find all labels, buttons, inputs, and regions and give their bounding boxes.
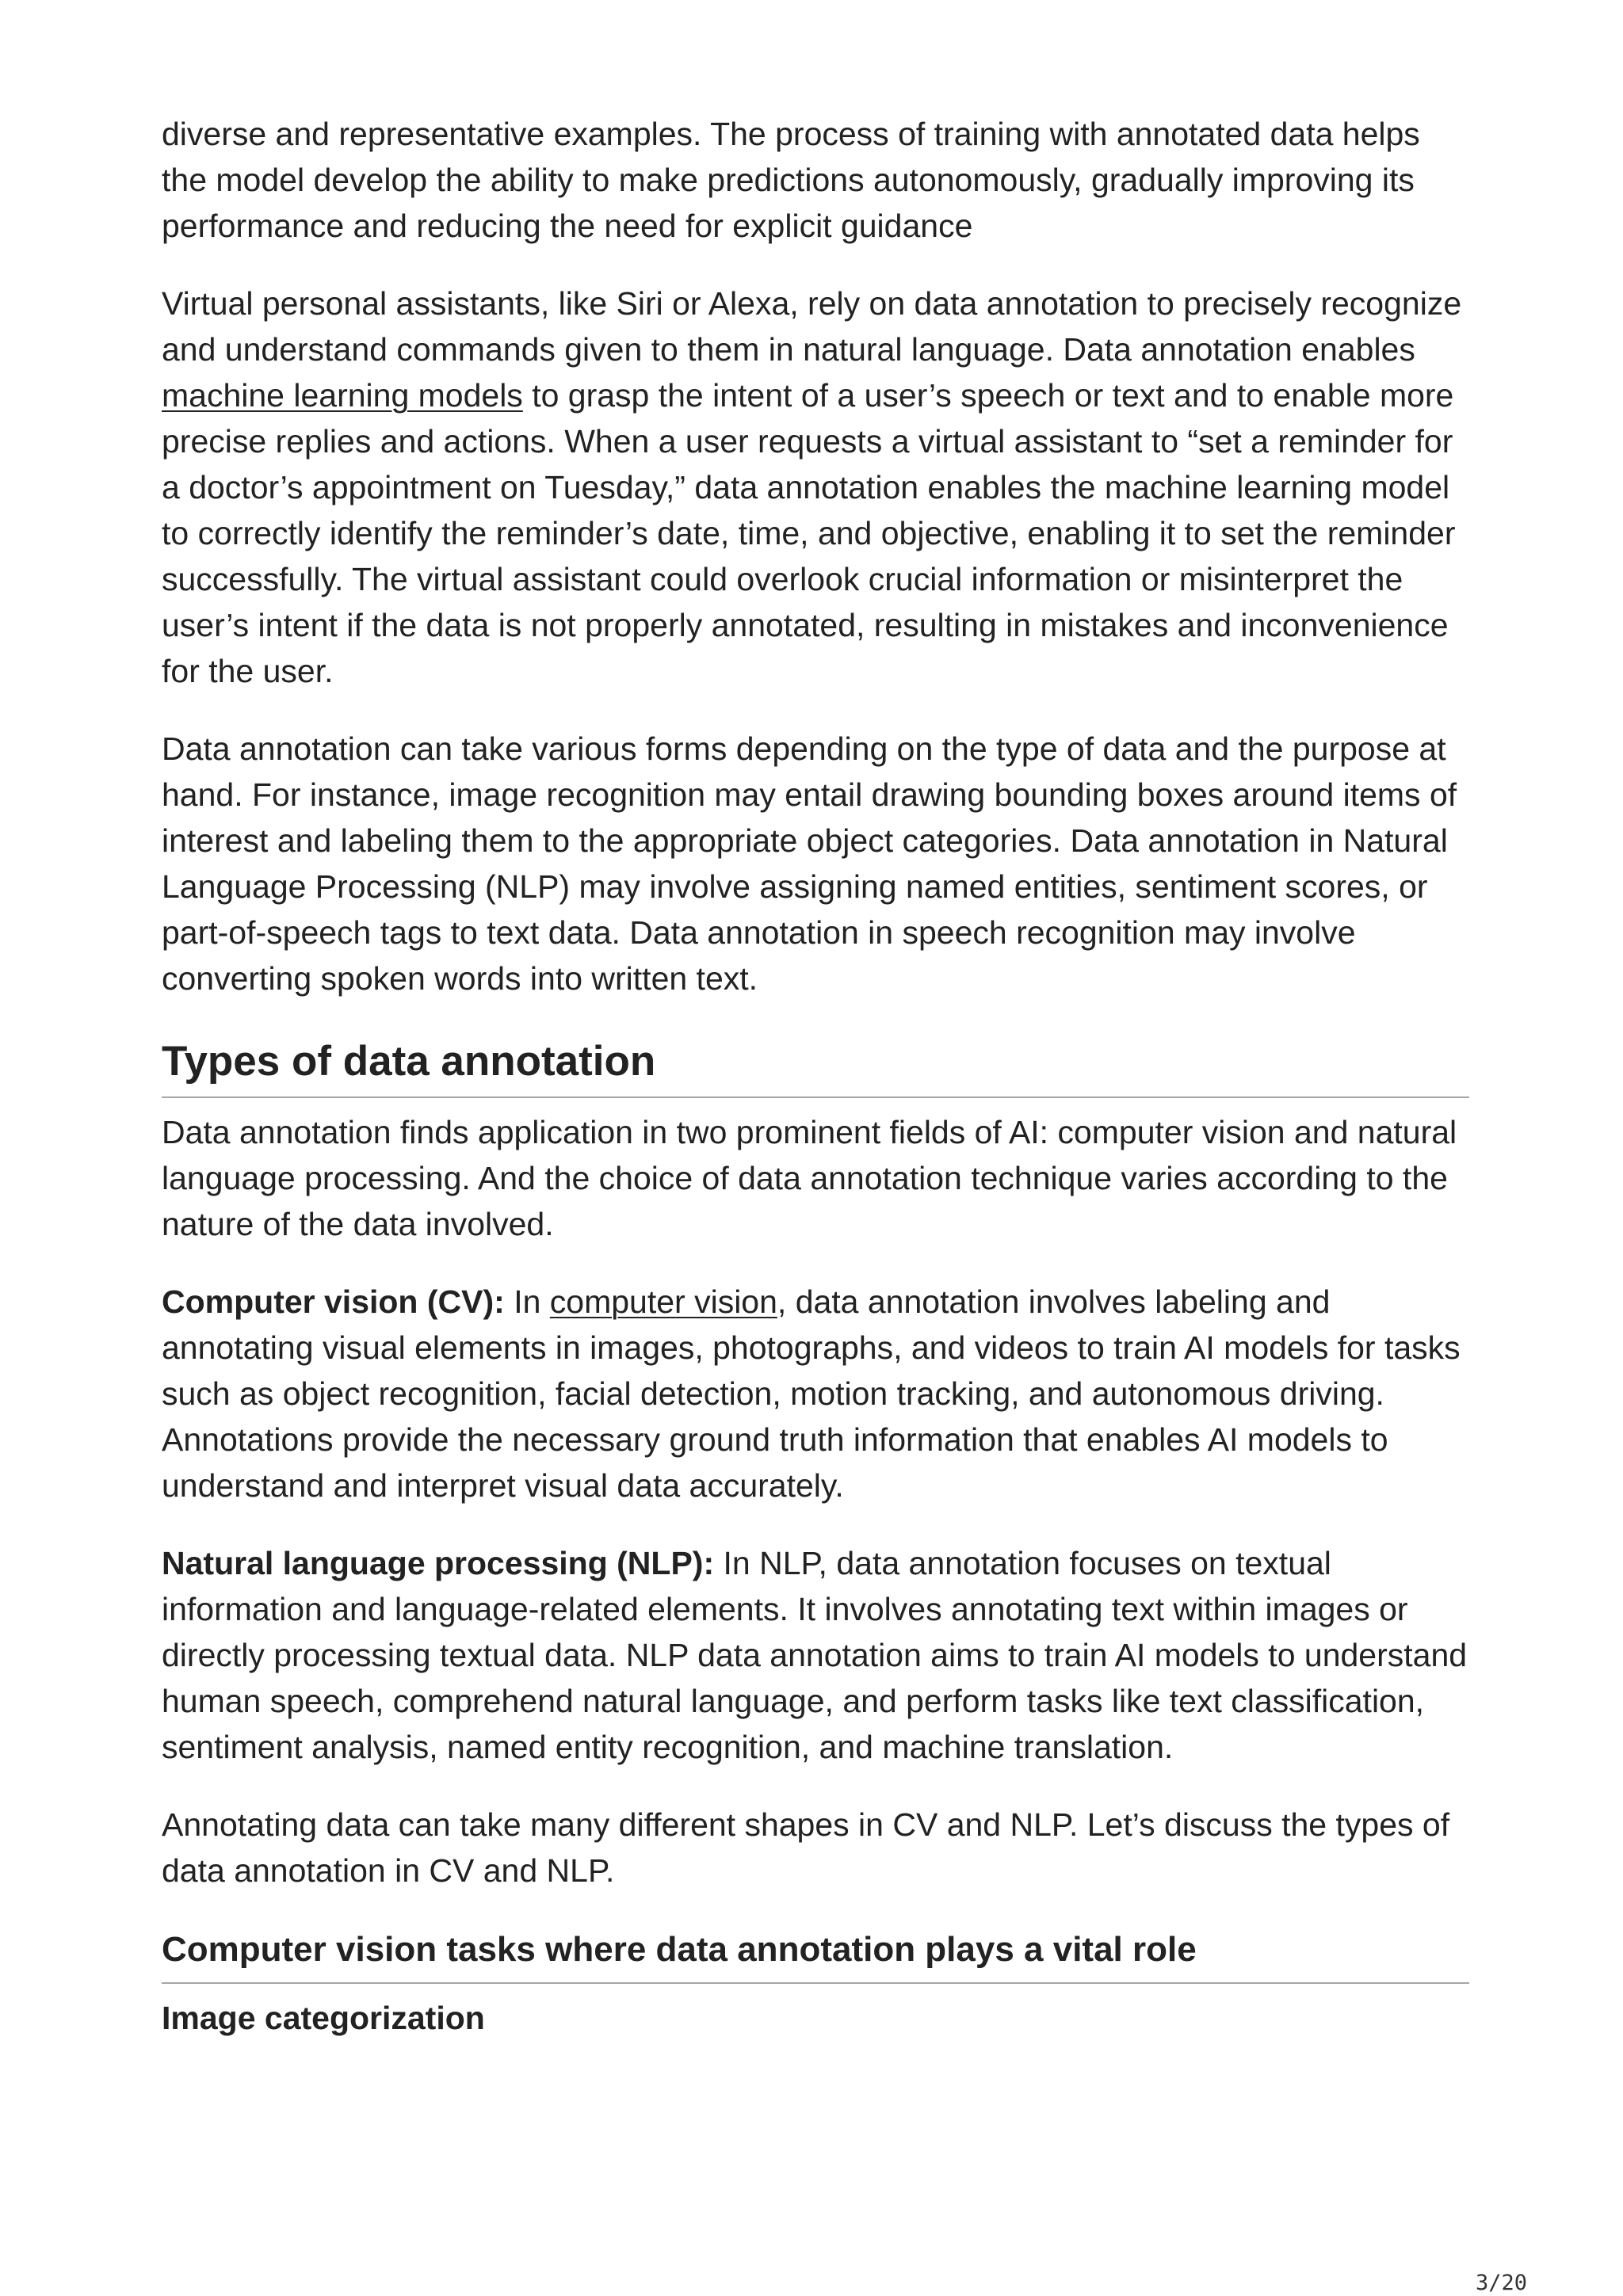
paragraph-computer-vision (162, 1279, 1469, 1508)
page-number: 3/20 (1476, 2271, 1528, 2295)
computer-vision-link[interactable]: computer vision (549, 1283, 777, 1320)
paragraph-text: to grasp the intent of a user’s speech or text and to enable more precise replies and actions. When a user requests a virtual assistant to “set a reminder for a doctor’s appointment on Tuesday,” data annotation enables the machine learning model to correctly identify the reminder’s date, time, and objective, enabling it to set the reminder successfully. The virtual assistant could overlook crucial information or misinterpret the user’s intent if the data is not properly annotated, resulting in mistakes and inconvenience for the user. (162, 377, 1456, 689)
article-body (162, 111, 1469, 2041)
heading-cv-tasks: Computer vision tasks where data annotation plays a vital role (162, 1925, 1469, 1984)
paragraph-nlp (162, 1540, 1469, 1770)
paragraph-virtual-assistants (162, 280, 1469, 694)
computer-vision-label: Computer vision (CV): (162, 1283, 505, 1320)
nlp-label: Natural language processing (NLP): (162, 1545, 715, 1581)
paragraph-shapes-cv-nlp: Annotating data can take many different shapes in CV and NLP. Let’s discuss the types of data annotation in CV and NLP. (162, 1806, 1450, 1889)
paragraph-text: Virtual personal assistants, like Siri or Alexa, rely on data annotation to precisely recognize and understand commands given to them in natural language. Data annotation enables (162, 285, 1462, 368)
paragraph-ai-fields: Data annotation finds application in two prominent fields of AI: computer vision and natural language processing. And the choice of data annotation technique varies according to the nature of the data involved. (162, 1114, 1457, 1242)
heading-image-categorization: Image categorization (162, 2000, 485, 2036)
machine-learning-models-link[interactable]: machine learning models (162, 377, 523, 414)
paragraph-annotation-forms: Data annotation can take various forms depending on the type of data and the purpose at hand. For instance, image recognition may entail drawing bounding boxes around items of interest and labeling them to the appropriate object categories. Data annotation in Natural Language Processing (NLP) may involve assigning named entities, sentiment scores, or part-of-speech tags to text data. Data annotation in speech recognition may involve converting spoken words into written text. (162, 730, 1457, 997)
heading-types-of-data-annotation: Types of data annotation (162, 1033, 1469, 1098)
paragraph-text: In NLP, data annotation focuses on textual information and language-related elements. It involves annotating text within images or directly processing textual data. NLP data annotation aims to train AI models to understand human speech, comprehend natural language, and perform tasks like text classification, sentiment analysis, named entity recognition, and machine translation. (162, 1545, 1468, 1765)
paragraph-text: , data annotation involves labeling and annotating visual elements in images, photographs, and videos to train AI models for tasks such as object recognition, facial detection, motion tracking, and autonomous driving. Annotations provide the necessary ground truth information that enables AI models to understand and interpret visual data accurately. (162, 1283, 1461, 1504)
paragraph-training-examples: diverse and representative examples. The process of training with annotated data helps the model develop the ability to make predictions autonomously, gradually improving its performance and reducing the need for explicit guidance (162, 116, 1420, 244)
paragraph-text: In (504, 1283, 550, 1320)
